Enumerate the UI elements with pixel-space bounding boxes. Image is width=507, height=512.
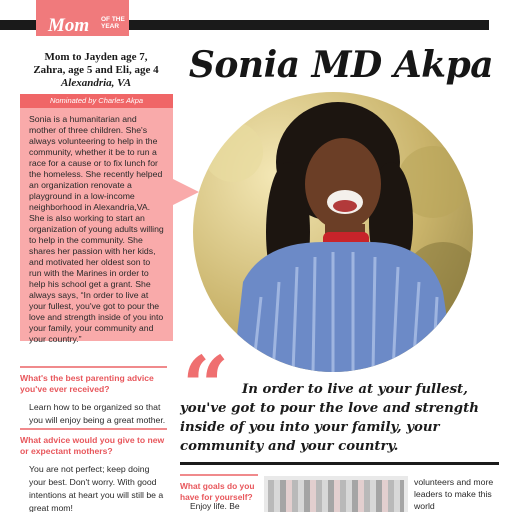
portrait-photo [193, 92, 473, 372]
speech-pointer [171, 178, 199, 206]
children-line-1: Mom to Jayden age 7, [44, 51, 148, 63]
pull-quote [180, 380, 498, 456]
location: Alexandria, VA [60, 77, 132, 89]
mom-details [20, 51, 172, 90]
badge-tagline: OF THE YEAR [101, 16, 125, 30]
quote-mark-icon: “ [182, 339, 230, 435]
page-title: Sonia MD Akpa [188, 44, 494, 86]
volunteer-photo [264, 476, 408, 512]
qa-answer: Learn how to be organized so that you will enjoy being a great mother. [29, 402, 166, 425]
portrait-illustration [193, 92, 473, 372]
pull-quote-rest: you've got to pour the love and strength inside of you into your family, your community and your country. [180, 401, 479, 454]
qa-new-mothers-advice [20, 428, 167, 512]
mom-of-the-year-badge [36, 0, 129, 36]
nomination-text: Sonia is a humanitarian and mother of three children. She's always volunteering to help in the community, whether it be to run a race for a cause or to fix lunch for the homeless. She recently helped an organization renovate a playground in a low-income neighborhood in Alexandria,VA. She is also working to start an organization of young adults willing to help in the community. She shares her passion with her kids, and motivated her oldest son to run with the Marines in order to help his school get a grant. She always says, “In order to live at your fullest, you've got to pour the love and strength inside of you into your family, your community and your country.” [29, 114, 164, 344]
qa-question: What's the best parenting advice you've ever received? [20, 366, 167, 398]
qa-parenting-advice [20, 366, 167, 427]
qa-question: What advice would you give to new or expectant mothers? [20, 428, 167, 460]
section-divider [180, 462, 499, 465]
children-line-2: Zahra, age 5 and Eli, age 4 [33, 64, 159, 76]
pull-quote-line-1: In order to live at your fullest, [242, 382, 468, 397]
goals-question: What goals do you have for yourself? [180, 474, 258, 503]
qa-answer: You are not perfect; keep doing your best. Don't worry. With good intentions at heart you will still be a great mom! [29, 464, 164, 512]
nominated-by: Nominated by Charles Akpa [20, 94, 173, 108]
goals-continuation: volunteers and more leaders to make this world [414, 477, 494, 511]
badge-title: Mom [48, 15, 90, 36]
goals-answer: Enjoy life. Be [190, 501, 240, 511]
nomination-panel [20, 94, 173, 344]
